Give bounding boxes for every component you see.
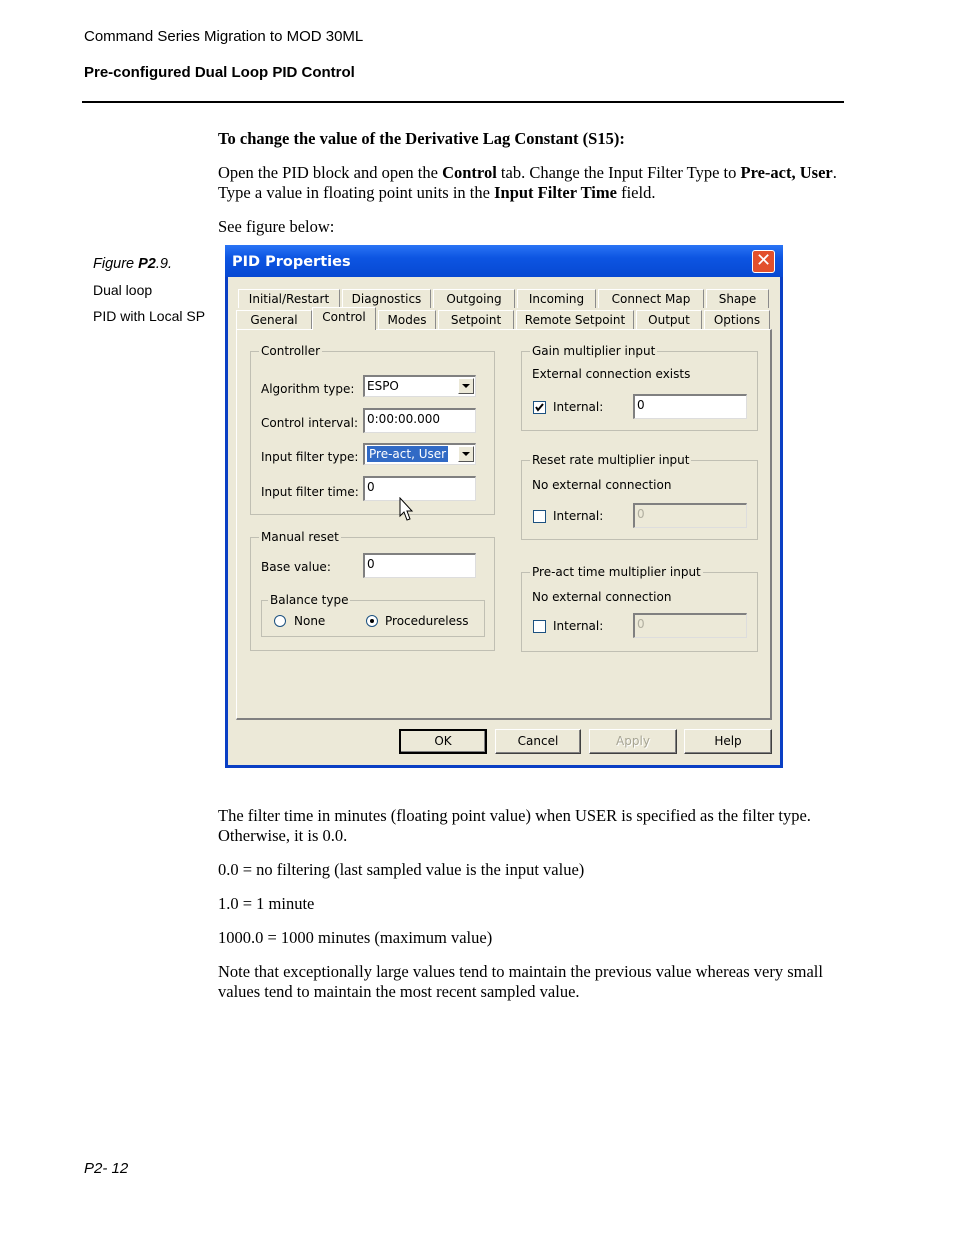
- ok-button[interactable]: OK: [399, 729, 487, 754]
- figure-caption-line: PID with Local SP: [93, 308, 206, 324]
- figure-caption-line: Dual loop: [93, 282, 153, 298]
- close-icon[interactable]: ✕: [752, 250, 775, 273]
- reset-rate-multiplier-group: [521, 453, 758, 540]
- tab-remote-setpoint[interactable]: Remote Setpoint: [516, 310, 634, 329]
- gain-internal-input[interactable]: 0: [633, 394, 747, 419]
- tab-setpoint[interactable]: Setpoint: [438, 310, 514, 329]
- input-filter-time-input[interactable]: 0: [363, 476, 476, 501]
- help-button[interactable]: Help: [684, 729, 772, 754]
- radio-procedureless-label: Procedureless: [385, 614, 469, 628]
- filter-value-example: 0.0 = no filtering (last sampled value is the input value): [218, 860, 585, 879]
- internal-checkbox[interactable]: [533, 620, 546, 633]
- filter-value-example: 1.0 = 1 minute: [218, 894, 315, 913]
- tab-connect-map[interactable]: Connect Map: [598, 289, 704, 308]
- algorithm-type-select[interactable]: ESPO: [363, 375, 476, 397]
- tab-control[interactable]: Control: [312, 307, 376, 330]
- tab-modes[interactable]: Modes: [378, 310, 436, 329]
- gain-multiplier-group: [521, 344, 758, 431]
- base-value-input[interactable]: 0: [363, 553, 476, 578]
- page-number: P2- 12: [84, 1160, 129, 1177]
- cancel-button[interactable]: Cancel: [495, 729, 581, 754]
- dialog-body: [228, 277, 780, 765]
- reset-rate-internal-input[interactable]: 0: [633, 503, 747, 528]
- input-filter-time-label: Input filter time:: [261, 485, 359, 499]
- check-icon: [534, 402, 545, 413]
- controller-group: [250, 344, 495, 515]
- input-filter-type-select[interactable]: Pre-act, User: [363, 443, 476, 465]
- tab-options[interactable]: Options: [704, 310, 770, 329]
- dialog-title: PID Properties: [232, 254, 351, 270]
- dialog-titlebar[interactable]: [225, 245, 783, 277]
- figure-caption-number: Figure P2.9.: [93, 256, 173, 272]
- preact-internal-input[interactable]: 0: [633, 613, 747, 638]
- apply-button[interactable]: Apply: [589, 729, 677, 754]
- group-label: Controller: [261, 344, 321, 358]
- group-label: Reset rate multiplier input: [532, 453, 690, 467]
- internal-label: Internal:: [553, 400, 604, 414]
- radio-none[interactable]: [274, 615, 286, 627]
- preact-time-multiplier-group: [521, 565, 758, 652]
- tab-initial-restart[interactable]: Initial/Restart: [238, 289, 340, 308]
- internal-checkbox[interactable]: [533, 401, 546, 414]
- document-title: Command Series Migration to MOD 30ML: [84, 28, 364, 45]
- radio-none-label: None: [294, 614, 326, 628]
- group-label: Gain multiplier input: [532, 344, 656, 358]
- group-label: Balance type: [270, 593, 349, 607]
- group-label: Pre-act time multiplier input: [532, 565, 701, 579]
- radio-procedureless[interactable]: [366, 615, 378, 627]
- manual-reset-group: [250, 530, 495, 651]
- internal-label: Internal:: [553, 509, 604, 523]
- tab-shape[interactable]: Shape: [706, 289, 769, 308]
- header-rule: [82, 101, 844, 103]
- procedure-heading: To change the value of the Derivative Lag Constant (S15):: [218, 129, 625, 148]
- tab-outgoing[interactable]: Outgoing: [433, 289, 515, 308]
- control-interval-label: Control interval:: [261, 416, 358, 430]
- mouse-pointer-icon: [399, 497, 415, 523]
- tab-incoming[interactable]: Incoming: [517, 289, 596, 308]
- see-figure-text: See figure below:: [218, 217, 335, 236]
- connection-status-text: No external connection: [532, 478, 672, 492]
- control-interval-input[interactable]: 0:00:00.000: [363, 408, 476, 433]
- note-paragraph: Note that exceptionally large values tend to maintain the previous value whereas very small values tend to maintain the most recent sampled value.: [218, 962, 823, 1001]
- chevron-down-icon[interactable]: [458, 378, 474, 394]
- instruction-paragraph: Open the PID block and open the Control tab. Change the Input Filter Type to Pre-act, User. Type a value in floating point units in the Input Filter Time field.: [218, 163, 837, 202]
- base-value-label: Base value:: [261, 560, 331, 574]
- tab-output[interactable]: Output: [636, 310, 702, 329]
- connection-status-text: No external connection: [532, 590, 672, 604]
- chevron-down-icon[interactable]: [458, 446, 474, 462]
- internal-checkbox[interactable]: [533, 510, 546, 523]
- section-title: Pre-configured Dual Loop PID Control: [84, 64, 355, 81]
- internal-label: Internal:: [553, 619, 604, 633]
- balance-type-group: [261, 593, 485, 637]
- pid-properties-dialog: [225, 245, 783, 768]
- input-filter-type-label: Input filter type:: [261, 450, 359, 464]
- filter-value-example: 1000.0 = 1000 minutes (maximum value): [218, 928, 493, 947]
- filter-time-description: The filter time in minutes (floating point value) when USER is specified as the filter type. Otherwise, it is 0.0.: [218, 806, 811, 845]
- tab-diagnostics[interactable]: Diagnostics: [342, 289, 431, 308]
- tab-general[interactable]: General: [236, 310, 312, 329]
- algorithm-type-label: Algorithm type:: [261, 382, 355, 396]
- connection-status-text: External connection exists: [532, 367, 691, 381]
- group-label: Manual reset: [261, 530, 339, 544]
